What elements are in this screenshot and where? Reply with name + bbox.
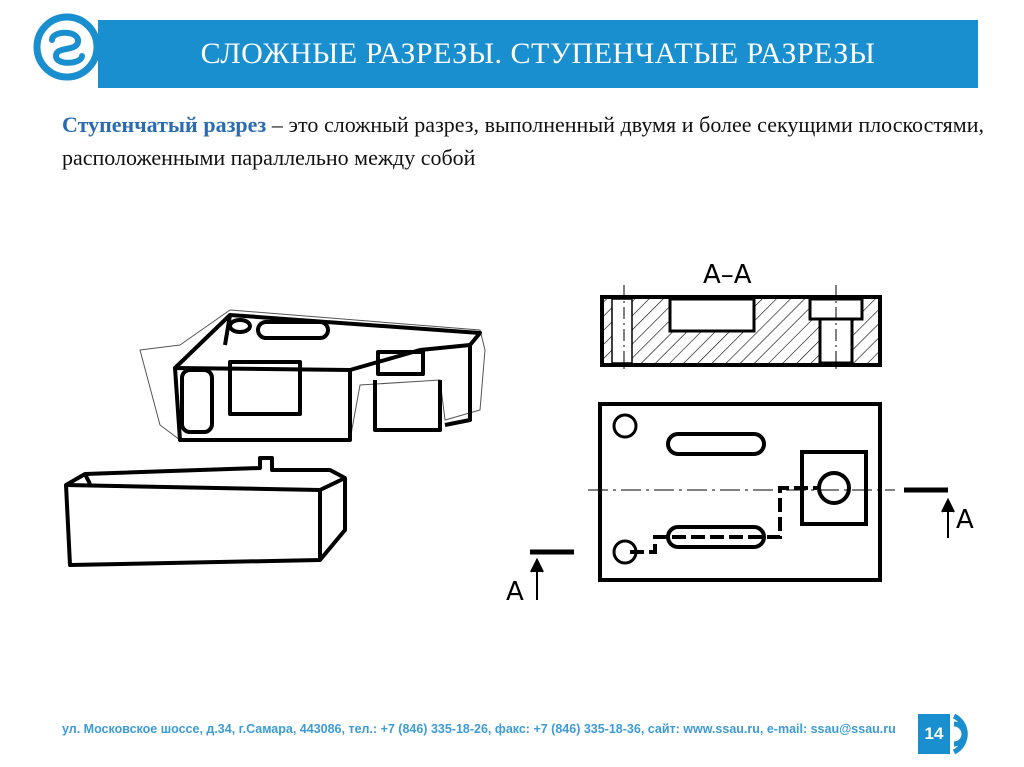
page-number: 14 <box>918 714 950 754</box>
cut-label-right: А <box>956 505 974 535</box>
isometric-upper-part <box>140 310 485 440</box>
page-title: СЛОЖНЫЕ РАЗРЕЗЫ. СТУПЕНЧАТЫЕ РАЗРЕЗЫ <box>200 37 876 70</box>
ssau-footer-logo-icon <box>950 710 986 758</box>
section-view <box>602 260 880 372</box>
cut-label-left: А <box>506 577 524 607</box>
section-label: А–А <box>703 260 752 290</box>
definition-term: Ступенчатый разрез <box>62 112 267 137</box>
plan-view <box>506 404 974 607</box>
isometric-lower-part <box>66 458 345 565</box>
footer <box>0 712 1024 754</box>
footer-contacts: ул. Московское шоссе, д.34, г.Самара, 443086, тел.: +7 (846) 335-18-26, факс: +7 (846) 335-18-36, сайт: www.ssau.ru, e-mail: ssau@ssau.ru <box>62 722 896 736</box>
definition-text: – это сложный разрез, выполненный двумя и более секущими плоскостями, расположенными параллельно между собой <box>62 112 984 170</box>
